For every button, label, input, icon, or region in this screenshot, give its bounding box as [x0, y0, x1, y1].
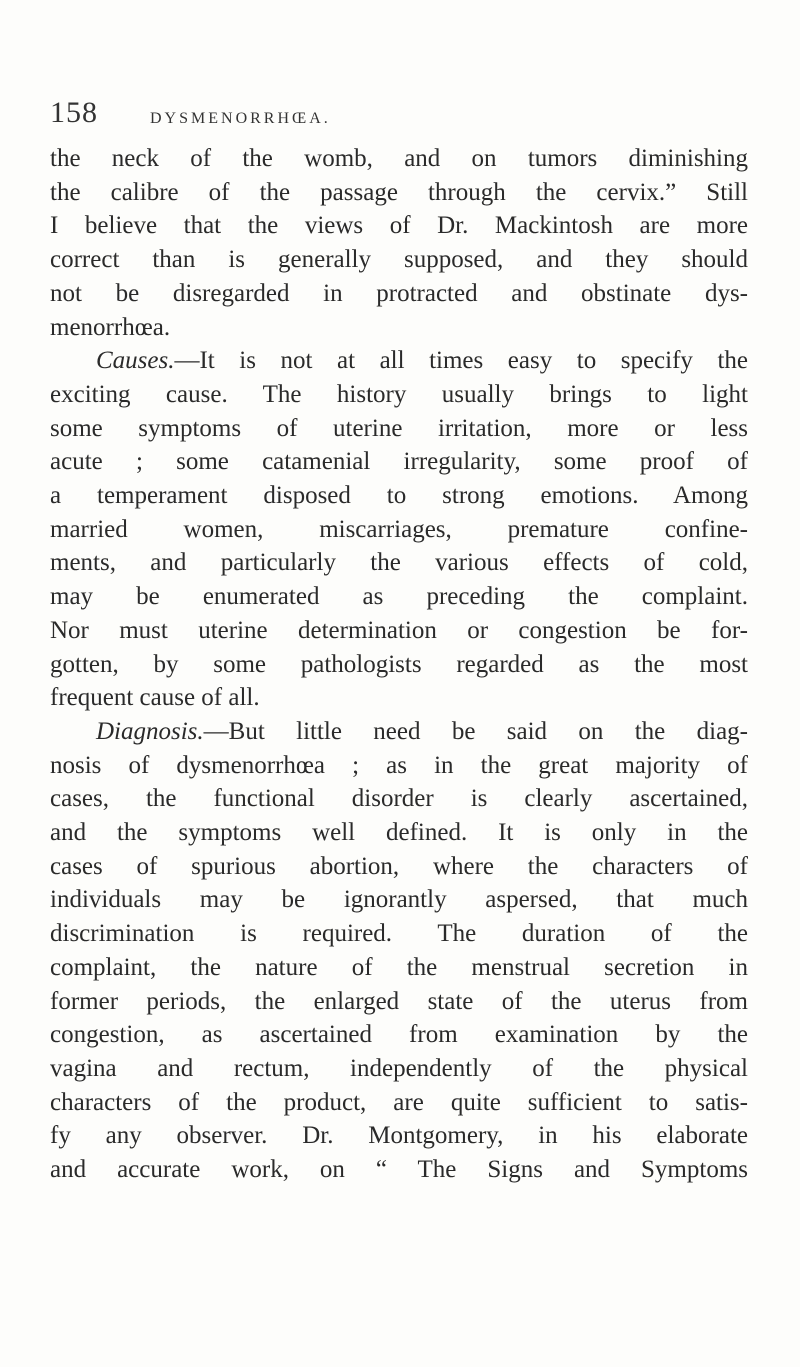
text-line: correct than is generally supposed, and they should — [50, 246, 748, 274]
text-line: menorrhœa. — [50, 313, 171, 341]
text-line: may be enumerated as preceding the complaint. — [50, 583, 748, 611]
text-line: not be disregarded in protracted and obstinate dys- — [50, 279, 748, 307]
text-line: gotten, by some pathologists regarded as the most — [50, 650, 748, 678]
text-line: frequent cause of all. — [50, 684, 260, 712]
text-line: a temperament disposed to strong emotions. Among — [50, 482, 748, 510]
text-line: I believe that the views of Dr. Mackintosh are more — [50, 212, 748, 240]
text-line: some symptoms of uterine irritation, more or less — [50, 414, 748, 442]
body-text — [50, 142, 748, 1187]
text-run: —It is not at all times easy to specify the — [174, 347, 748, 375]
text-line: and accurate work, on “ The Signs and Symptoms — [50, 1156, 748, 1184]
text-line: Nor must uterine determination or congestion be for- — [50, 616, 748, 644]
causes-paragraph-start — [50, 344, 748, 378]
text-line: ments, and particularly the various effects of cold, — [50, 549, 748, 577]
text-line: cases, the functional disorder is clearly ascertained, — [50, 785, 748, 813]
text-line: complaint, the nature of the menstrual secretion in — [50, 953, 748, 981]
diagnosis-paragraph-start — [50, 715, 748, 749]
text-line: acute ; some catamenial irregularity, some proof of — [50, 448, 748, 476]
text-line: exciting cause. The history usually brings to light — [50, 380, 748, 408]
text-line: congestion, as ascertained from examination by the — [50, 1021, 748, 1049]
page-number: 158 — [50, 96, 98, 129]
text-line: characters of the product, are quite sufficient to satis- — [50, 1088, 748, 1116]
text-line: former periods, the enlarged state of the uterus from — [50, 987, 748, 1015]
text-line: cases of spurious abortion, where the characters of — [50, 852, 748, 880]
text-line: individuals may be ignorantly aspersed, that much — [50, 886, 748, 914]
text-line: the neck of the womb, and on tumors diminishing — [50, 145, 748, 172]
page-header — [50, 96, 750, 136]
text-line: vagina and rectum, independently of the physical — [50, 1054, 748, 1082]
section-heading-diagnosis: Diagnosis. — [96, 717, 204, 745]
text-line: nosis of dysmenorrhœa ; as in the great majority of — [50, 751, 748, 779]
text-line: discrimination is required. The duration of the — [50, 920, 748, 948]
text-run: —But little need be said on the diag- — [203, 717, 748, 745]
running-head: DYSMENORRHŒA. — [150, 110, 331, 127]
text-line: fy any observer. Dr. Montgomery, in his elaborate — [50, 1122, 748, 1150]
section-heading-causes: Causes. — [96, 347, 175, 375]
text-line: and the symptoms well defined. It is only in the — [50, 819, 748, 847]
text-line: married women, miscarriages, premature confine- — [50, 515, 748, 543]
text-line: the calibre of the passage through the cervix.” Still — [50, 178, 748, 206]
